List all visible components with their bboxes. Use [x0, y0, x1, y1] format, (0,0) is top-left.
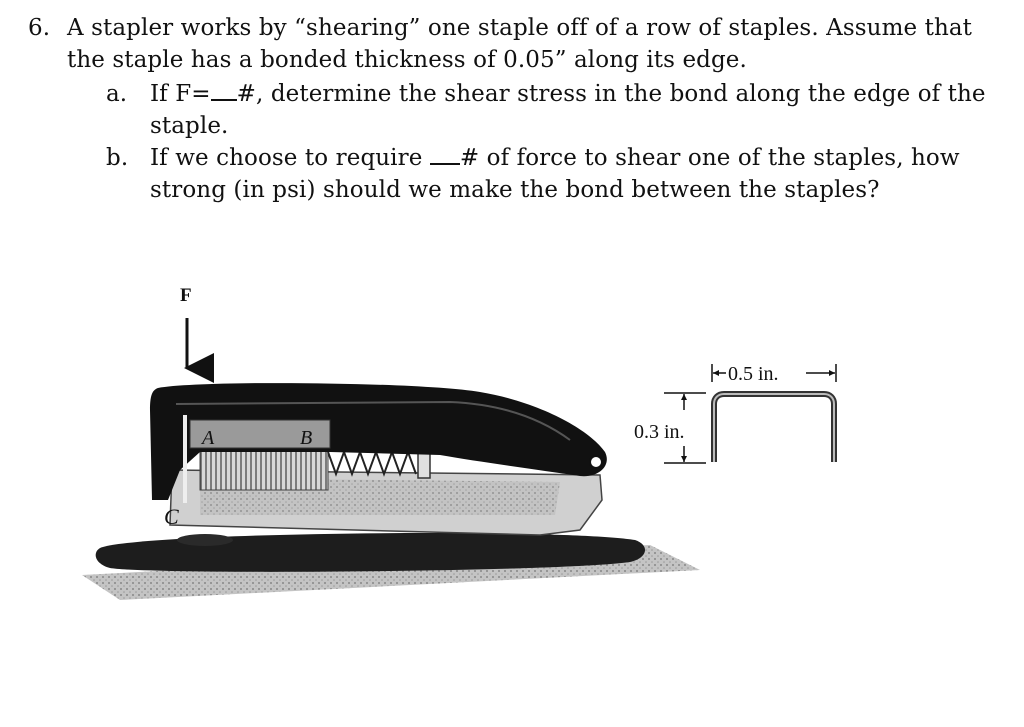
part-a-line2: staple.	[150, 113, 229, 139]
force-label: F	[180, 285, 192, 306]
problem-number: 6.	[28, 15, 51, 41]
part-a-text-before: If F=	[150, 81, 211, 107]
part-a-letter: a.	[106, 81, 128, 107]
point-b-label: B	[300, 427, 313, 449]
stapler-base	[82, 533, 700, 600]
staple-height-label: 0.3 in.	[634, 421, 685, 443]
part-b-text-after: # of force to shear one of the staples, how	[459, 145, 960, 171]
problem-stem-line2: the staple has a bonded thickness of 0.05” along its edge.	[67, 47, 747, 73]
part-b-line2: strong (in psi) should we make the bond between the staples?	[150, 177, 880, 203]
point-a-label: A	[202, 427, 215, 449]
part-b-letter: b.	[106, 145, 129, 171]
staple-width-label: 0.5 in.	[728, 363, 779, 385]
point-c-label: C	[164, 504, 179, 529]
part-b-text-before: If we choose to require	[150, 145, 430, 171]
part-a-text-after: #, determine the shear stress in the bond along the edge of the	[236, 81, 986, 107]
problem-stem-line1: A stapler works by “shearing” one staple off of a row of staples. Assume that	[67, 15, 973, 41]
